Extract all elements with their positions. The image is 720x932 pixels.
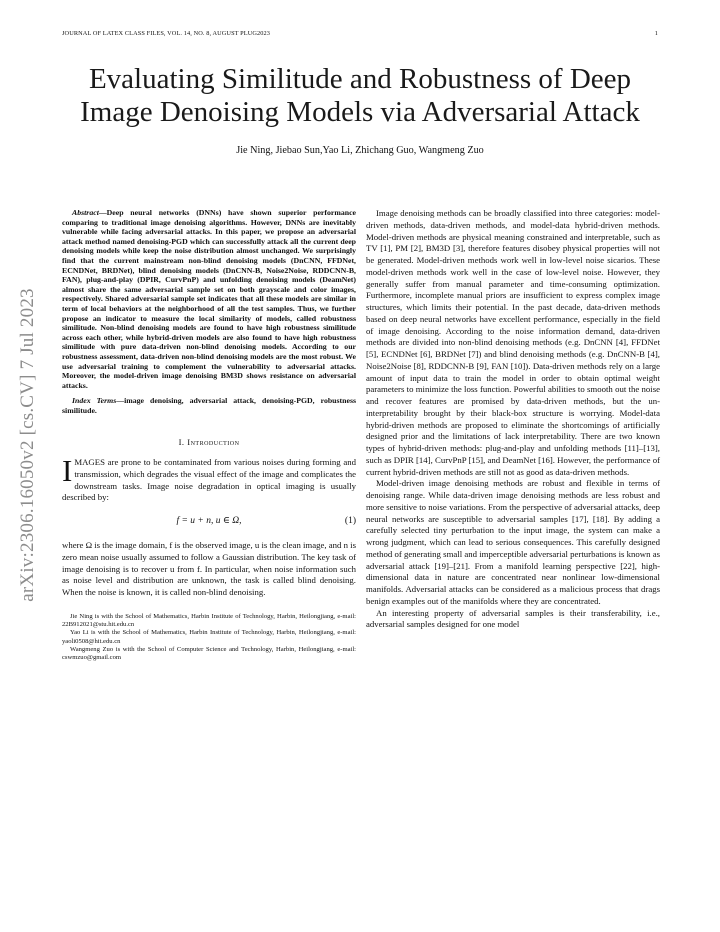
- abstract: [62, 208, 356, 390]
- paper-title: Evaluating Similitude and Robustness of Deep Image Denoising Models via Adversarial Attack: [80, 63, 640, 128]
- right-column: [366, 208, 660, 631]
- footnote: Jie Ning is with the School of Mathematics, Harbin Institute of Technology, Harbin, Heilongjiang, e-mail: 22B912021@stu.hit.edu.cn: [62, 612, 356, 629]
- running-header: [62, 30, 658, 40]
- equation-number: (1): [344, 516, 356, 527]
- drop-cap: I: [62, 453, 73, 489]
- journal-name: JOURNAL OF LATEX CLASS FILES, VOL. 14, NO. 8, AUGUST PLUG2023: [62, 30, 271, 37]
- arxiv-identifier: arXiv:2306.16050v2 [cs.CV] 7 Jul 2023: [17, 288, 38, 602]
- body-paragraph: Model-driven image denoising methods are robust and flexible in terms of denoising range. While data-driven image denoising methods are less robust and more sensitive to noise variations. From the perspective of adversarial attacks, deep neural networks are susceptible to adversarial samples [17], [18]. By adding a carefully selected tiny perturbation to the input image, the system can make a wrong judgment, which can lead to serious consequences. This carefully designed method of generating small and imperceptible adversarial perturbations is known as adversarial attack [19]–[21]. From a manifold learning perspective [22], high-dimensional data in nature are concentrated near nonlinear low-dimensional manifolds. Adversarial attacks can be considered as a malicious process that drags benign examples out of the manifolds where they are concentrated.: [366, 478, 660, 606]
- abstract-text: —Deep neural networks (DNNs) have shown superior performance comparing to traditional image denoising algorithms. However, DNNs are inevitably vulnerable while facing adversarial attacks. In this paper, we propose an adversarial attack method named denoising-PGD which can successfully attack all the current deep denoising models while keep the noise distribution almost unchanged. We surprisingly find that the current mainstream non-blind denoising models (DnCNN, FFDNet, ECNDNet, BRDNet), blind denoising models (DnCNN-B, Noise2Noise, RDDCNN-B, FAN), plug-and-play (DPIR, CurvPnP) and unfolding denoising models (DeamNet) almost share the same adversarial sample set on both grayscale and color images, respectively. Shared adversarial sample set indicates that all these models are similar in term of local behaviors at the neighborhood of all the test samples. Thus, we further propose an indicator to measure the local similarity of models, called robustness similitude. Non-blind denoising models are found to have high robustness similitude across each other, while hybrid-driven models are also found to have high robustness similitude with pure data-driven non-blind denoising models. According to our robustness assessment, data-driven non-blind denoising models are the most robust. We use adversarial training to complement the vulnerability to adversarial attacks. Moreover, the model-driven image denoising BM3D shows resistance on adversarial attacks.: [62, 208, 356, 390]
- intro-paragraph-2: where Ω is the image domain, f is the observed image, u is the clean image, and n is zero mean noise usually assumed to follow a Gaussian distribution. The key task of image denoising is to recover u from f. In particular, when noise information such as noise level and distribution are unknown, the task is called blind denoising. When the noise is known, it is called non-blind denoising.: [62, 540, 356, 598]
- intro-paragraph: [62, 453, 356, 504]
- arxiv-stamp: [14, 210, 42, 680]
- page-number: 1: [654, 30, 658, 37]
- equation-1: [62, 516, 356, 532]
- intro-text: MAGES are prone to be contaminated from various noises during forming and transmission, which degrades the visual effect of the image and complicates the downstream tasks. Image noise degradation in optical imaging is usually described by:: [62, 457, 356, 503]
- author-list: Jie Ning, Jiebao Sun,Yao Li, Zhichang Guo, Wangmeng Zuo: [236, 145, 484, 156]
- body-paragraph: Image denoising methods can be broadly classified into three categories: model-driven methods, data-driven methods, and model-data hybrid-driven methods. Model-driven methods are physical meaning constrained and interpretable, such as TV [1], PM [2], BM3D [3], therefore features disobey physical properties will not be generated. Model-driven methods work well in low-level noise sicarios. These model-driven methods work well in the case of low-level noise. However, they generally suffer from manual parameter and time-consuming optimization. Furthermore, incomplete manual priors are insufficient to express complex image structures, which limits their potential. In the past decade, data-driven methods based on deep neural networks have excellent performance, especially in the field of image denoising. According to the noise information demand, data-driven methods are divided into non-blind denoising methods (e.g. DnCNN [4], FFDNet [5], ECNDNet [6], BRDNet [7]) and blind denoising methods (e.g. DnCNN-B [4], Noise2Noise [8], RDDCNN-B [9], FAN [10]). Data-driven methods rely on a large amount of input data to train the model in order to obtain optimal weight parameters to minimize the loss function. Powerful abilities to smooth out the noise and recover features are promised by data-driven methods, but the un-interpretability brought by their black-box structure is worrying. Model-data hybrid-driven methods are proposed to eliminate the shortcomings of artificially designed prior and the limitations of lack interpretability. There are two known types of hybrid-driven methods: plug-and-play and unfolding methods [11]–[13], such as DPIR [14], CurvPnP [15], and DeamNet [16]. However, the performance of current hybrid-driven methods are still not as good as data-driven methods.: [366, 208, 660, 477]
- footnote: Yao Li is with the School of Mathematics, Harbin Institute of Technology, Harbin, Heilongjiang, e-mail: yaoli0508@hit.edu.cn: [62, 629, 356, 645]
- footnote: Wangmeng Zuo is with the School of Computer Science and Technology, Harbin, Heilongjiang, e-mail: cswmzuo@gmail.com: [62, 645, 356, 661]
- equation-body: f = u + n, u ∈ Ω,: [176, 516, 242, 527]
- index-terms-text: —image denoising, adversarial attack, denoising-PGD, robustness similitude.: [62, 396, 357, 415]
- footnotes: [62, 613, 356, 662]
- index-terms: [62, 396, 356, 415]
- abstract-label: Abstract: [72, 208, 99, 217]
- section-heading: I. Introduction: [178, 437, 240, 448]
- body-paragraph: An interesting property of adversarial samples is their transferability, i.e., adversarial samples designed for one model: [366, 607, 660, 630]
- index-terms-label: Index Terms: [72, 396, 117, 406]
- left-column: [62, 208, 356, 662]
